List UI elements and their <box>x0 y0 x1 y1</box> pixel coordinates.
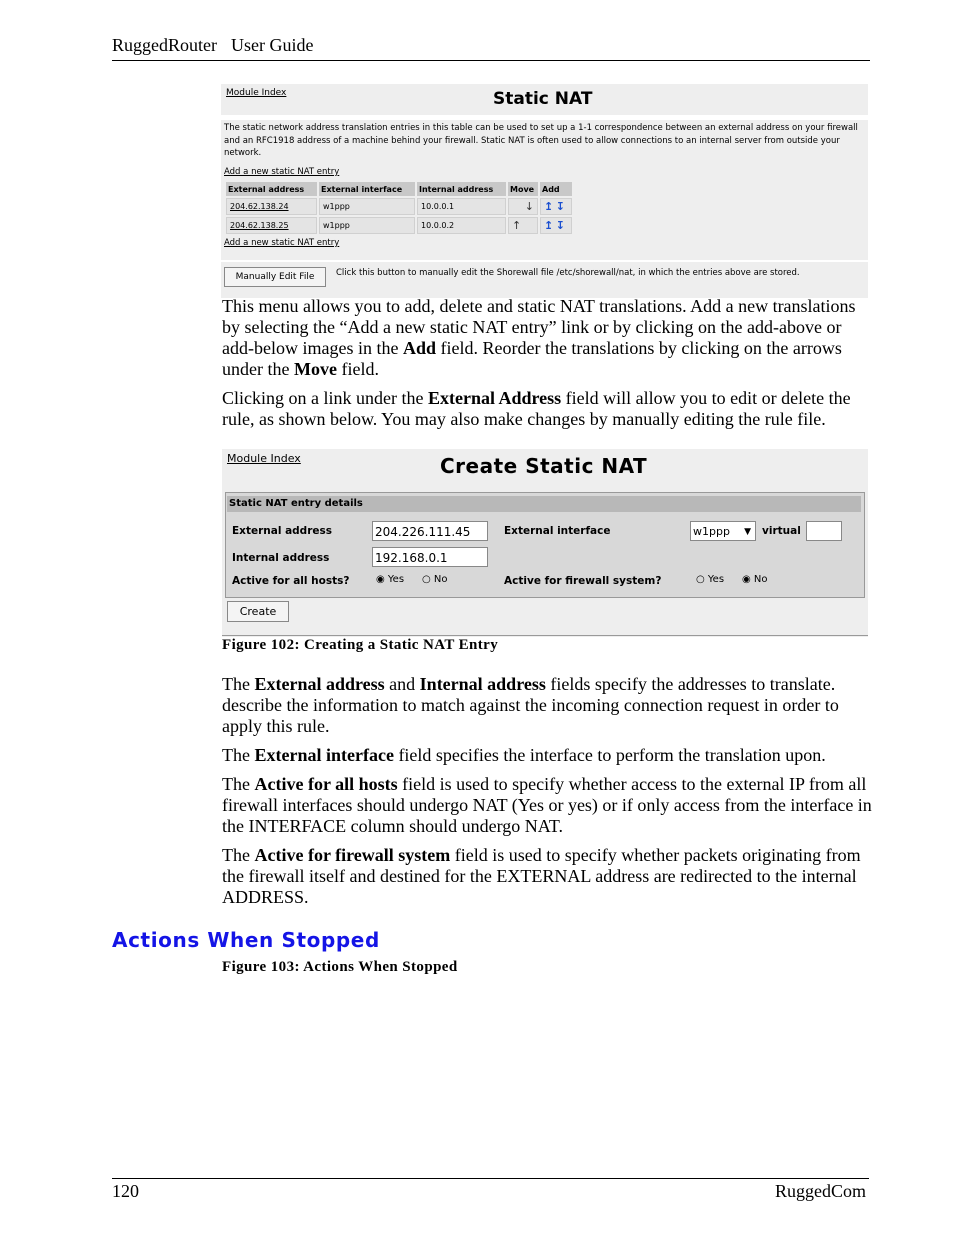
manually-edit-file-button[interactable]: Manually Edit File <box>224 267 326 287</box>
active-all-hosts-label: Active for all hosts? <box>232 575 350 587</box>
paragraph-active-all-hosts <box>222 774 872 837</box>
header-product: RuggedRouter <box>112 35 217 55</box>
internal-address-cell: 10.0.0.2 <box>417 217 506 234</box>
add-above-icon[interactable]: ↥ <box>544 219 554 232</box>
text: field is used to specify whether packets originating from the firewall itself and destined for the EXTERNAL address are redirected to the internal ADDRESS. <box>222 845 861 907</box>
text: Clicking on a link under the <box>222 388 428 408</box>
col-external-interface: External interface <box>319 182 415 196</box>
add-cell <box>540 217 572 234</box>
static-nat-table <box>224 180 574 236</box>
bold-internal-address: Internal address <box>419 674 546 694</box>
internal-address-cell: 10.0.0.1 <box>417 198 506 215</box>
create-button[interactable]: Create <box>227 601 289 622</box>
bold-active-firewall: Active for firewall system <box>254 845 451 865</box>
module-index-link[interactable]: Module Index <box>227 452 301 465</box>
active-fw-yes-radio[interactable]: ○ Yes <box>696 574 725 585</box>
bold-move: Move <box>293 359 337 379</box>
paragraph-static-nat-menu <box>222 296 872 380</box>
move-cell <box>508 217 538 234</box>
add-static-nat-link-bottom[interactable]: Add a new static NAT entry <box>224 238 340 248</box>
header-doc: User Guide <box>231 35 314 55</box>
internal-address-label: Internal address <box>232 552 330 564</box>
paragraph-external-interface <box>222 745 872 766</box>
external-address-label: External address <box>232 525 332 537</box>
paragraph-addresses <box>222 674 872 737</box>
section-heading: Actions When Stopped <box>112 928 380 952</box>
text: The <box>222 845 255 865</box>
external-interface-select[interactable] <box>690 521 756 541</box>
page-number: 120 <box>112 1181 139 1201</box>
static-nat-description: The static network address translation entries in this table can be used to set up a 1-1 correspondence between an external address on your firewall and an RFC1918 address of a machine behind your firewall. Static NAT is often used to allow connections to an internal server from outside your network. <box>224 123 858 158</box>
external-address-input[interactable]: 204.226.111.45 <box>372 521 488 541</box>
running-header <box>112 35 313 56</box>
text: field. Reorder the translations by clicking on the arrows under the <box>222 338 842 379</box>
col-move: Move <box>508 182 538 196</box>
move-down-icon[interactable]: ↓ <box>524 200 534 213</box>
active-hosts-yes-radio[interactable]: ◉ Yes <box>376 574 405 585</box>
yes-label: Yes <box>707 574 725 585</box>
col-add: Add <box>540 182 572 196</box>
paragraph-external-address-link <box>222 388 872 430</box>
bottom-rule <box>222 635 868 636</box>
external-address-link[interactable]: 204.62.138.24 <box>230 202 289 211</box>
footer-rule <box>112 1178 869 1179</box>
footer-brand: RuggedCom <box>774 1181 866 1201</box>
interface-select-value: w1ppp <box>693 525 730 538</box>
external-address-cell[interactable] <box>226 217 317 234</box>
yes-label: Yes <box>387 574 405 585</box>
chevron-down-icon: ▼ <box>744 527 751 537</box>
table-row <box>226 198 572 215</box>
bold-active-all-hosts: Active for all hosts <box>254 774 398 794</box>
active-firewall-label: Active for firewall system? <box>504 575 662 587</box>
bold-external-address: External address <box>254 674 385 694</box>
text: field. <box>336 359 379 379</box>
col-internal-address: Internal address <box>417 182 506 196</box>
no-label: No <box>433 574 448 585</box>
external-address-cell[interactable] <box>226 198 317 215</box>
text: The <box>222 774 255 794</box>
no-label: No <box>753 574 768 585</box>
interface-cell: w1ppp <box>319 198 415 215</box>
static-nat-title: Static NAT <box>493 89 593 109</box>
interface-cell: w1ppp <box>319 217 415 234</box>
virtual-input[interactable] <box>806 521 842 541</box>
static-nat-screenshot <box>221 84 868 296</box>
add-below-icon[interactable]: ↧ <box>555 200 565 213</box>
figure-103-caption: Figure 103: Actions When Stopped <box>222 959 458 975</box>
entry-details-header: Static NAT entry details <box>227 496 861 512</box>
header-rule <box>112 60 870 61</box>
manual-edit-note: Click this button to manually edit the Shorewall file /etc/shorewall/nat, in which the entries above are stored. <box>336 268 800 278</box>
external-address-link[interactable]: 204.62.138.25 <box>230 221 289 230</box>
external-interface-label: External interface <box>504 525 611 537</box>
text: This menu allows you to add, delete and static NAT translations. Add a new translations by selecting the “Add a new static NAT entry” link or by clicking on the add-above or add-below images in the <box>222 296 856 358</box>
add-above-icon[interactable]: ↥ <box>544 200 554 213</box>
text: field will allow you to edit or delete the rule, as shown below. You may also make changes by manually editing the rule file. <box>222 388 851 429</box>
paragraph-active-firewall <box>222 845 872 908</box>
text: and <box>384 674 420 694</box>
table-row <box>226 217 572 234</box>
internal-address-input[interactable]: 192.168.0.1 <box>372 547 488 567</box>
bold-add: Add <box>402 338 436 358</box>
virtual-label: virtual <box>762 525 801 537</box>
bold-external-interface: External interface <box>254 745 394 765</box>
text: field is used to specify whether access to the external IP from all firewall interfaces should undergo NAT (Yes or yes) or if only access from the interface in the INTERFACE column should undergo NAT. <box>222 774 872 836</box>
move-up-icon[interactable]: ↑ <box>512 219 522 232</box>
text: fields specify the addresses to translate. describe the information to match against the incoming connection request in order to apply this rule. <box>222 674 839 736</box>
text: The <box>222 674 255 694</box>
add-static-nat-link-top[interactable]: Add a new static NAT entry <box>224 167 340 177</box>
figure-102-caption: Figure 102: Creating a Static NAT Entry <box>222 637 499 653</box>
create-static-nat-title: Create Static NAT <box>440 454 648 478</box>
move-cell <box>508 198 538 215</box>
add-cell <box>540 198 572 215</box>
col-external-address: External address <box>226 182 317 196</box>
table-header-row <box>226 182 572 196</box>
add-below-icon[interactable]: ↧ <box>555 219 565 232</box>
title-band <box>221 115 868 120</box>
active-hosts-no-radio[interactable]: ○ No <box>422 574 448 585</box>
bold-external-address: External Address <box>427 388 562 408</box>
text: field specifies the interface to perform the translation upon. <box>393 745 826 765</box>
create-static-nat-screenshot <box>222 449 868 637</box>
text: The <box>222 745 255 765</box>
module-index-link[interactable]: Module Index <box>226 88 287 98</box>
active-fw-no-radio[interactable]: ◉ No <box>742 574 768 585</box>
